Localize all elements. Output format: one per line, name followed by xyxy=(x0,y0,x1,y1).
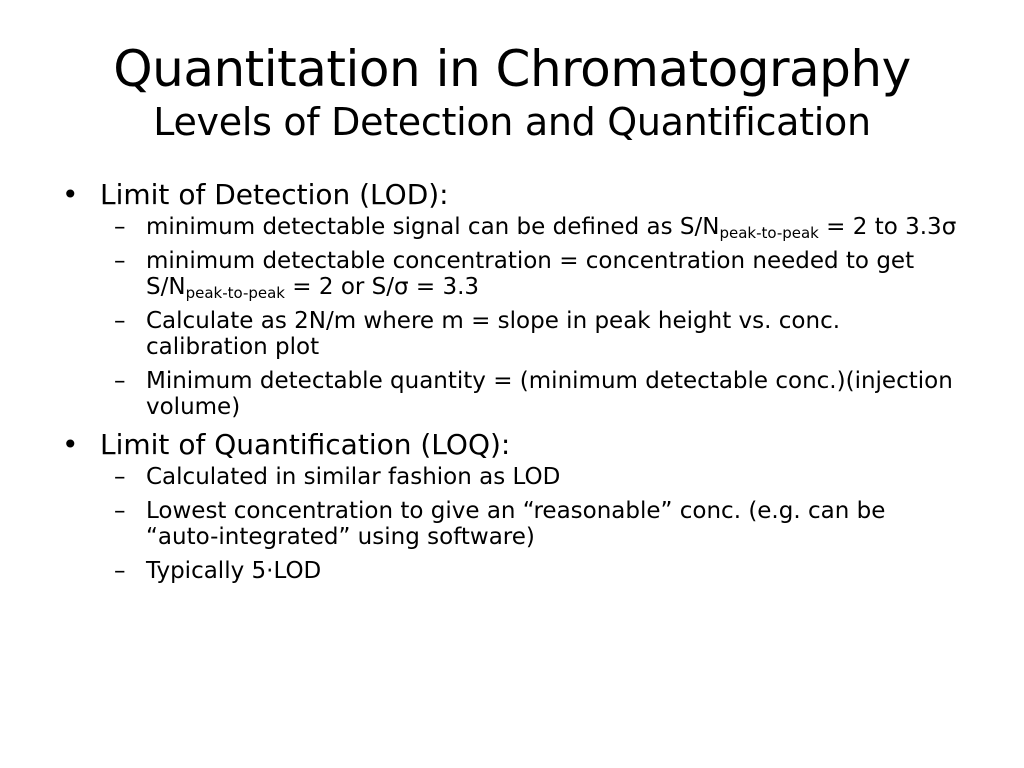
title-block xyxy=(0,38,1024,144)
sub-text-main: minimum detectable concentration = concentration needed to get S/N xyxy=(146,248,915,300)
dash-icon: – xyxy=(114,214,126,240)
dash-icon: – xyxy=(114,368,126,394)
sub-text-tail: = 2 to 3.3σ xyxy=(818,214,957,240)
sub-item xyxy=(114,368,962,420)
sub-item-text: Typically 5·LOD xyxy=(146,558,322,584)
sub-item-text: Minimum detectable quantity = (minimum detectable conc.)(injection volume) xyxy=(146,368,953,420)
bullet-dot-icon: • xyxy=(62,178,79,211)
bullet-list xyxy=(62,178,962,592)
sub-list-lod xyxy=(114,214,962,420)
bullet-text: Limit of Quantification (LOQ): xyxy=(100,428,511,461)
sub-item xyxy=(114,248,962,300)
dash-icon: – xyxy=(114,464,126,490)
dash-icon: – xyxy=(114,498,126,524)
sub-item-text xyxy=(146,248,958,300)
sub-item xyxy=(114,498,962,550)
sub-list-loq xyxy=(114,464,962,584)
bullet-loq xyxy=(62,428,962,462)
dash-icon: – xyxy=(114,308,126,334)
sub-text-tail: = 2 or S/σ = 3.3 xyxy=(284,274,480,300)
bullet-dot-icon: • xyxy=(62,428,79,461)
sub-item-text: Calculated in similar fashion as LOD xyxy=(146,464,561,490)
bullet-lod xyxy=(62,178,962,212)
bullet-text: Limit of Detection (LOD): xyxy=(100,178,449,211)
dash-icon: – xyxy=(114,558,126,584)
sub-item xyxy=(114,558,962,584)
sub-item-text xyxy=(146,214,958,240)
slide-title: Quantitation in Chromatography xyxy=(113,40,911,98)
sub-item xyxy=(114,214,962,240)
subscript: peak-to-peak xyxy=(719,224,819,242)
sub-item xyxy=(114,308,962,360)
sub-item-text: Lowest concentration to give an “reasonable” conc. (e.g. can be “auto-integrated” using software) xyxy=(146,498,886,550)
dash-icon: – xyxy=(114,248,126,274)
slide-subtitle: Levels of Detection and Quantification xyxy=(153,100,871,144)
subscript: peak-to-peak xyxy=(185,284,285,302)
sub-text-main: minimum detectable signal can be defined as S/N xyxy=(146,214,720,240)
sub-item-text: Calculate as 2N/m where m = slope in peak height vs. conc. calibration plot xyxy=(146,308,841,360)
sub-item xyxy=(114,464,962,490)
